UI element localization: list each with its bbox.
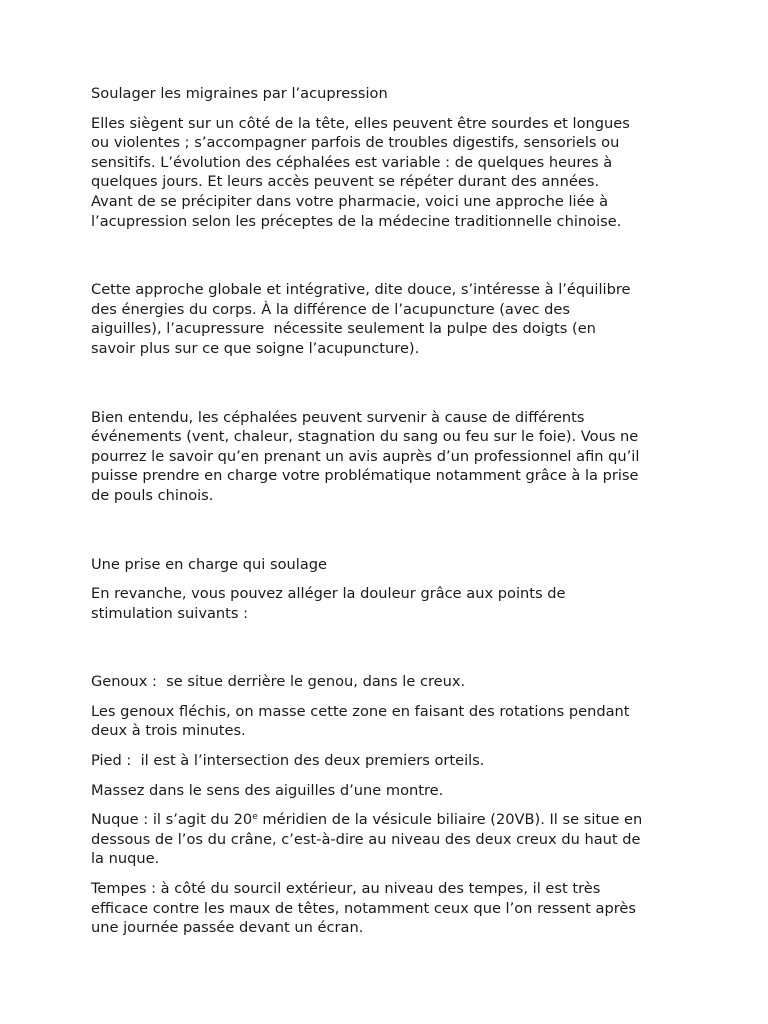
intro-paragraph: Elles siègent sur un côté de la tête, elles peuvent être sourdes et longues ou violentes ; s’accompagner parfois de troubles digestifs, sensoriels ou sensitifs. L’évolution des céphalées est variable : de quelques heures à quelques jours. Et leurs accès peuvent se répéter durant des années. Avant de se précipiter dans votre pharmacie, voici une approche liée à l’acupression selon les préceptes de la médecine traditionnelle chinoise. — [91, 114, 630, 230]
nuque-point — [91, 810, 691, 869]
tempes-point: Tempes : à côté du sourcil extérieur, au niveau des tempes, il est très efficace contre les maux de têtes, notamment ceux que l’on ressent après une journée passée devant un écran. — [91, 880, 636, 937]
pied-point: Pied : il est à l’intersection des deux premiers orteils. — [91, 752, 485, 770]
section-subtitle: Une prise en charge qui soulage — [91, 555, 328, 573]
approach-paragraph: Cette approche globale et intégrative, dite douce, s’intéresse à l’équilibre des énergies du corps. À la différence de l’acupuncture (avec des aiguilles), l’acupressure nécessite seulement la pulpe des doigts (en savoir plus sur ce que soigne l’acupuncture). — [91, 281, 631, 357]
genoux-detail: Les genoux fléchis, on masse cette zone en faisant des rotations pendant deux à trois minutes. — [91, 702, 630, 740]
causes-paragraph: Bien entendu, les céphalées peuvent survenir à cause de différents événements (vent, chaleur, stagnation du sang ou feu sur le foie). Vous ne pourrez le savoir qu’en prenant un avis auprès d’un professionnel afin qu’il puisse prendre en charge votre problématique notamment grâce à la prise de pouls chinois. — [91, 408, 640, 504]
genoux-point: Genoux : se situe derrière le genou, dans le creux. — [91, 673, 466, 691]
nuque-superscript: e — [252, 812, 258, 823]
relief-paragraph: En revanche, vous pouvez alléger la douleur grâce aux points de stimulation suivants : — [91, 585, 566, 622]
nuque-text-end: méridien de la vésicule biliaire (20VB). Il se situe en dessous de l’os du crâne, c’est-à-dire au niveau des deux creux du haut de la nuque. — [91, 811, 643, 868]
nuque-text-start: Nuque : il s’agit du 20 — [91, 811, 253, 829]
document-title: Soulager les migraines par l’acupression — [91, 85, 388, 102]
pied-detail: Massez dans le sens des aiguilles d’une montre. — [91, 781, 444, 799]
document-body — [91, 84, 691, 938]
